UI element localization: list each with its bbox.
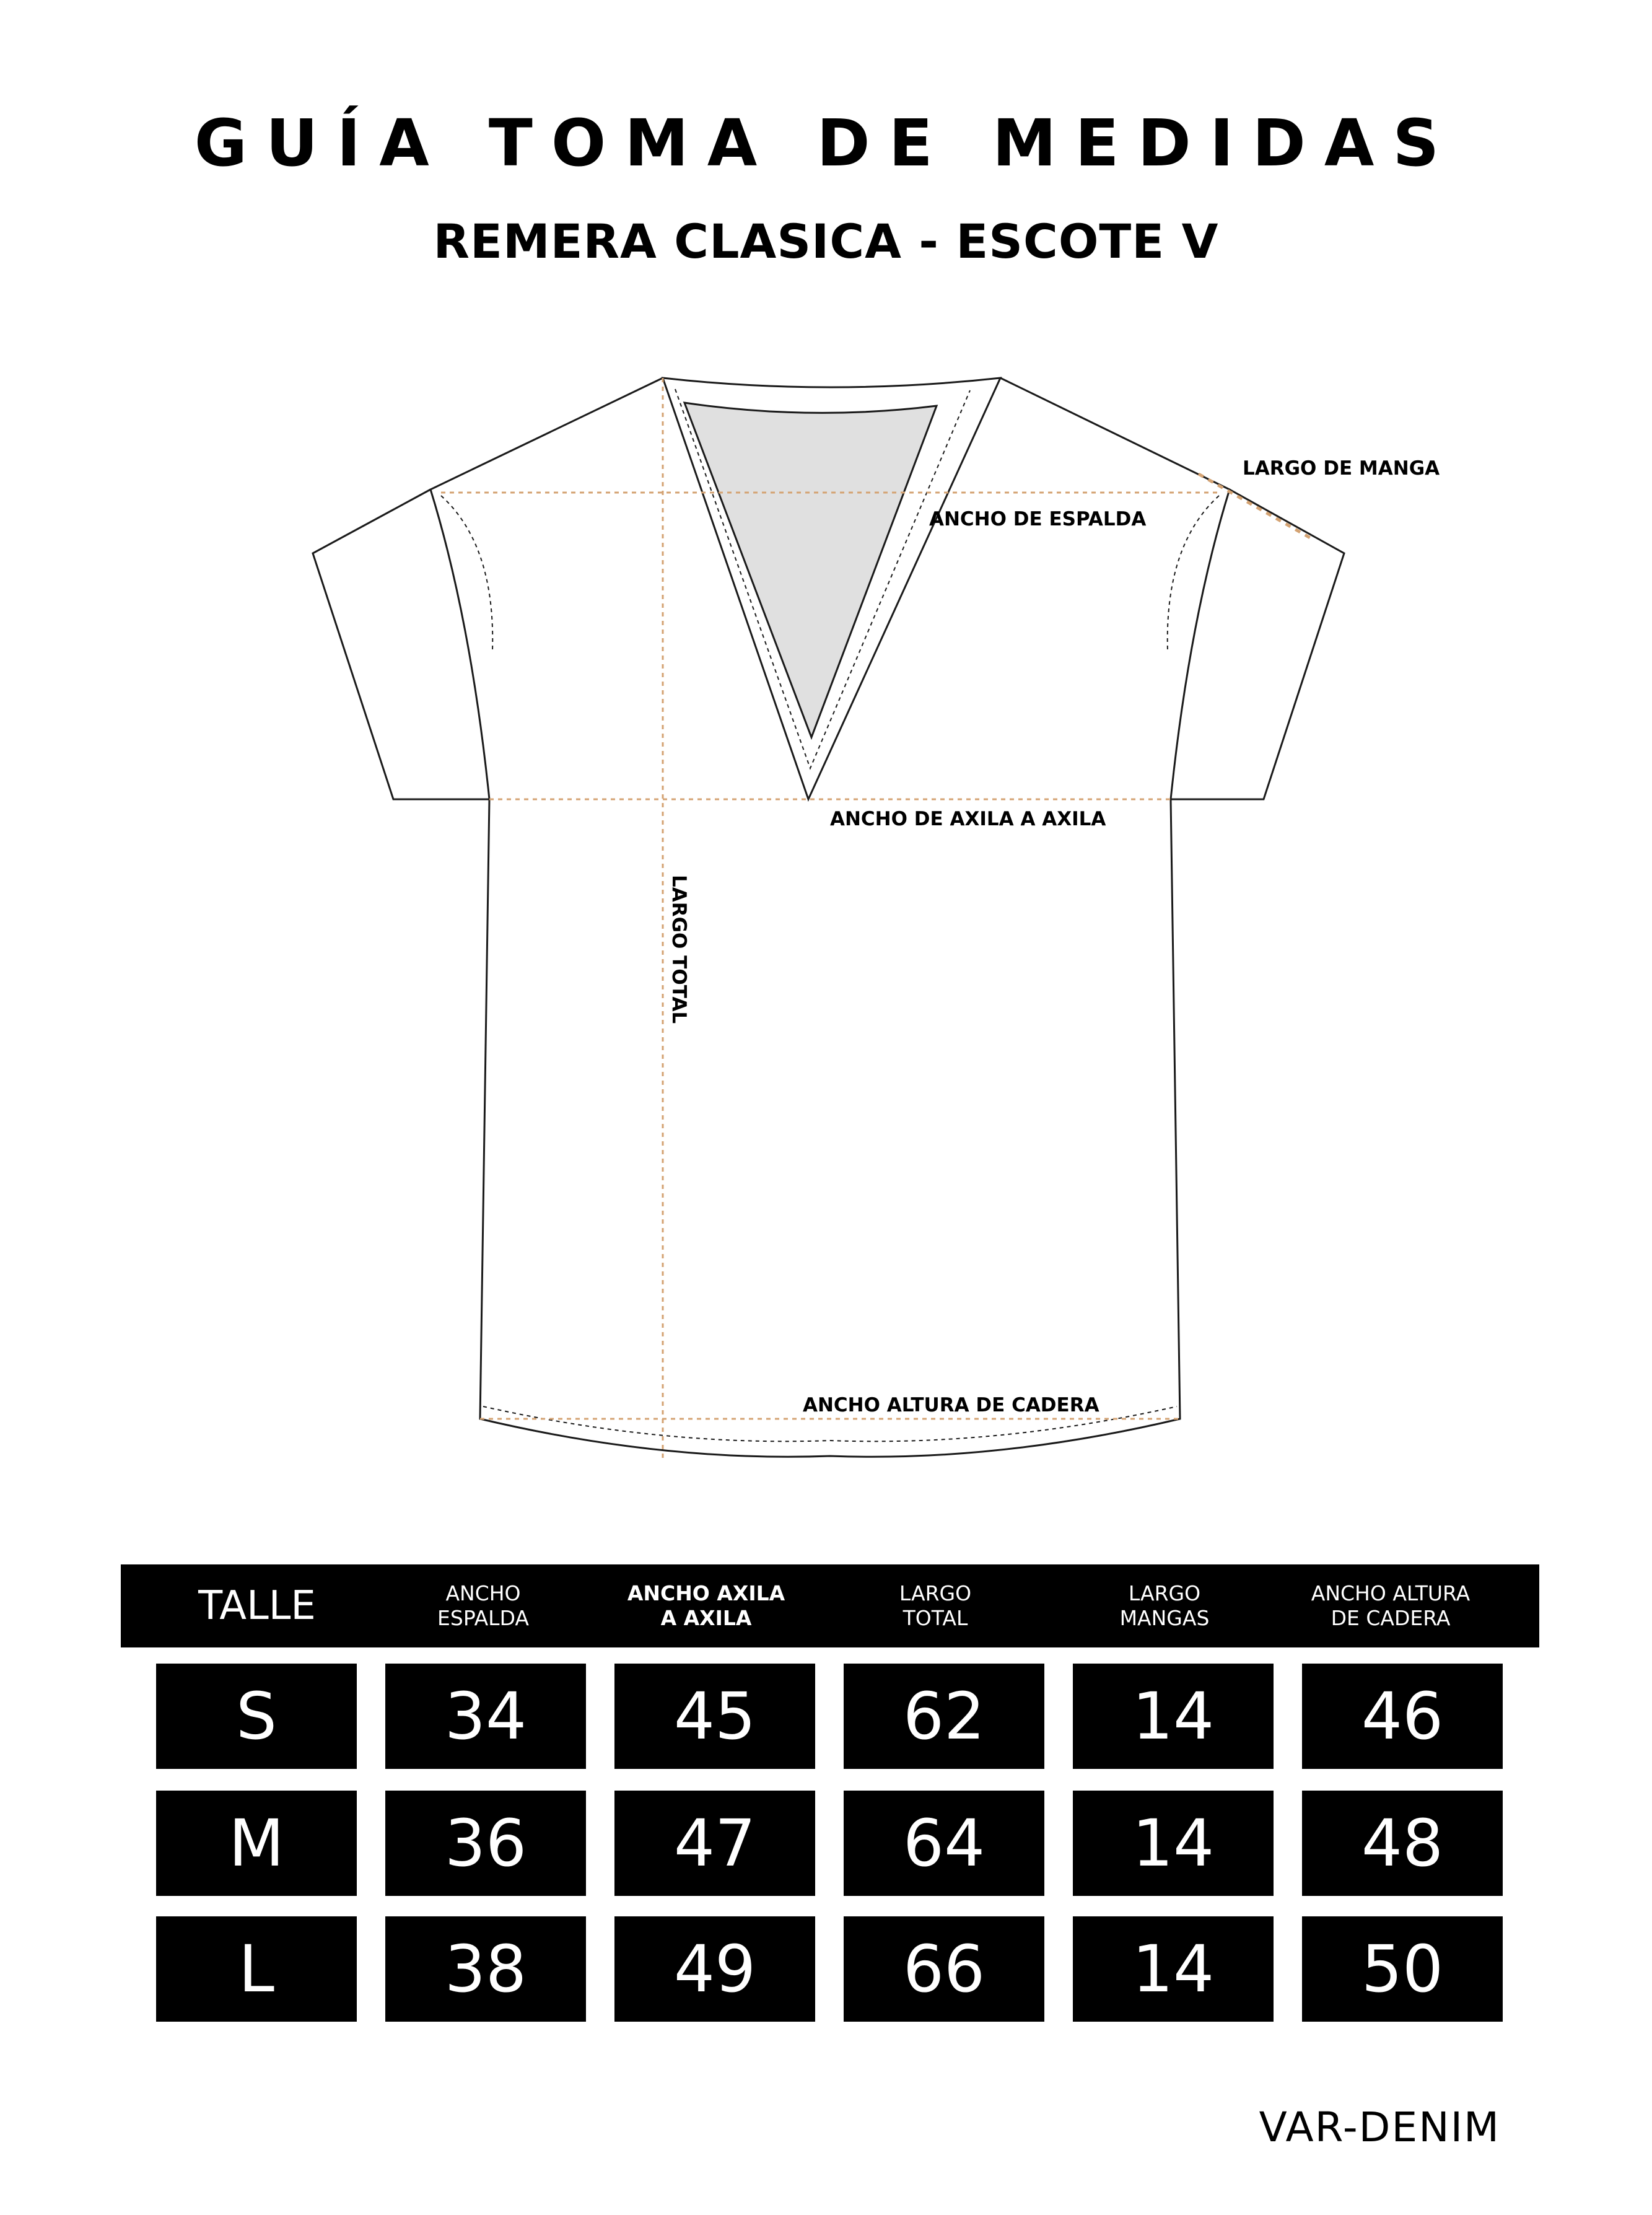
cell-largo-total-m: 64 [844, 1791, 1044, 1896]
cell-cadera-m: 48 [1302, 1791, 1503, 1896]
size-table-header [121, 1564, 1539, 1647]
page-title: GUÍA TOMA DE MEDIDAS [194, 105, 1458, 181]
header-ancho-cadera: ANCHO ALTURA DE CADERA [1311, 1581, 1471, 1630]
cell-talle-l: L [156, 1916, 357, 2022]
cell-talle-s: S [156, 1664, 357, 1769]
left-sleeve [313, 489, 489, 799]
left-armhole-stitch [441, 496, 492, 651]
label-largo-total: LARGO TOTAL [668, 875, 690, 1024]
cell-axila-l: 49 [614, 1916, 815, 2022]
header-ancho-espalda: ANCHO ESPALDA [437, 1581, 529, 1630]
brand-name: VAR-DENIM [1259, 2103, 1500, 2151]
cell-largo-total-s: 62 [844, 1664, 1044, 1769]
cell-mangas-m: 14 [1073, 1791, 1274, 1896]
header-largo-total: LARGO TOTAL [899, 1581, 972, 1630]
cell-espalda-s: 34 [385, 1664, 586, 1769]
cell-axila-s: 45 [614, 1664, 815, 1769]
header-largo-mangas: LARGO MANGAS [1119, 1581, 1210, 1630]
cell-mangas-s: 14 [1073, 1664, 1274, 1769]
right-armhole-stitch [1168, 496, 1219, 651]
label-ancho-cadera: ANCHO ALTURA DE CADERA [803, 1394, 1099, 1416]
right-sleeve [1171, 489, 1344, 799]
cell-cadera-l: 50 [1302, 1916, 1503, 2022]
cell-espalda-l: 38 [385, 1916, 586, 2022]
label-ancho-espalda: ANCHO DE ESPALDA [929, 508, 1147, 530]
cell-cadera-s: 46 [1302, 1664, 1503, 1769]
cell-espalda-m: 36 [385, 1791, 586, 1896]
label-largo-manga: LARGO DE MANGA [1243, 457, 1440, 480]
page-subtitle: REMERA CLASICA - ESCOTE V [433, 214, 1219, 269]
header-talle: TALLE [198, 1583, 316, 1629]
cell-axila-m: 47 [614, 1791, 815, 1896]
header-ancho-axila: ANCHO AXILA A AXILA [627, 1581, 785, 1630]
cell-largo-total-l: 66 [844, 1916, 1044, 2022]
label-ancho-axila: ANCHO DE AXILA A AXILA [830, 808, 1106, 830]
cell-talle-m: M [156, 1791, 357, 1896]
cell-mangas-l: 14 [1073, 1916, 1274, 2022]
